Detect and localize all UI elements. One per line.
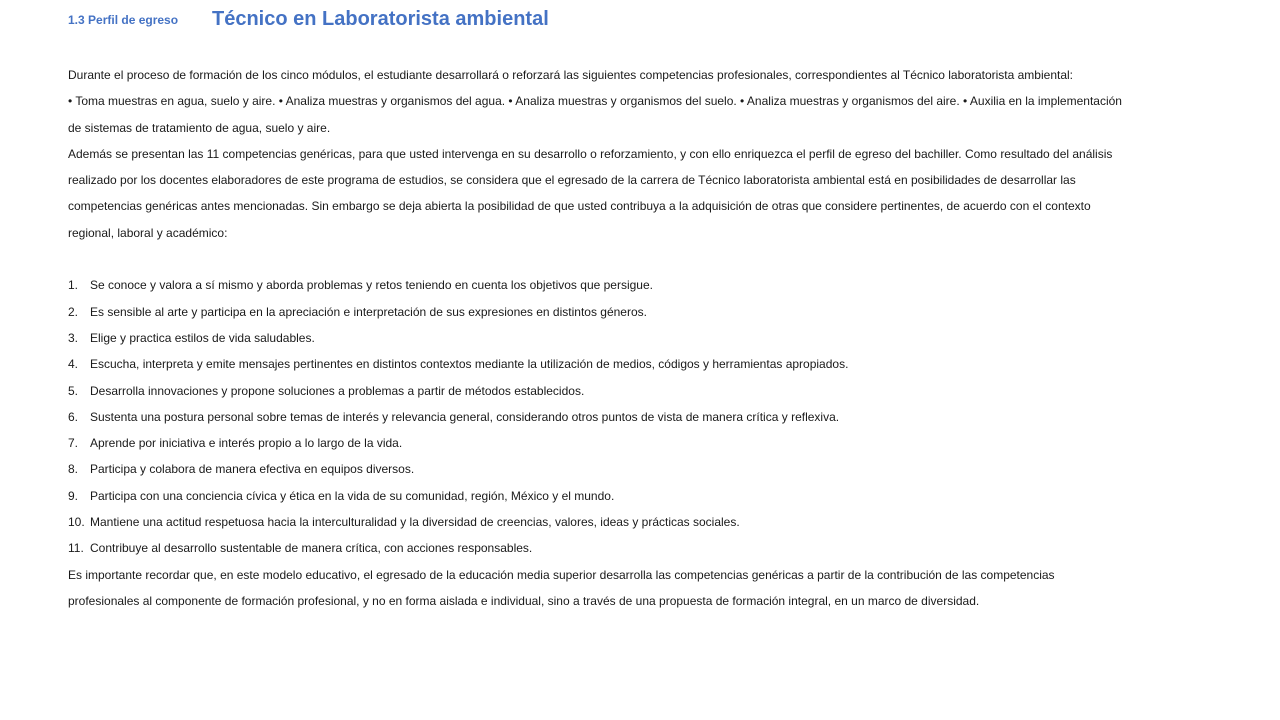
professional-competencies-paragraph: • Toma muestras en agua, suelo y aire. • Analiza muestras y organismos del agua. • Analiza muestras y organismos del suelo. • Analiza muestras y organismos del aire. • Auxilia en la implementación de sistemas de tratamiento de agua, suelo y aire.: [68, 94, 1122, 135]
list-item-text: Participa y colabora de manera efectiva en equipos diversos.: [90, 462, 415, 477]
list-item: [68, 430, 1128, 456]
generic-competencies-list: [68, 272, 1128, 561]
generic-intro-paragraph: Además se presentan las 11 competencias genéricas, para que usted intervenga en su desarrollo o reforzamiento, y con ello enriquezca el perfil de egreso del bachiller. Como resultado del análisis realizado por los docentes elaboradores de este programa de estudios, se considera que el egresado de la carrera de Técnico laboratorista ambiental está en posibilidades de desarrollar las competencias genéricas antes mencionadas. Sin embargo se deja abierta la posibilidad de que usted contribuya a la adquisición de otras que considere pertinentes, de acuerdo con el contexto regional, laboral y académico:: [68, 146, 1113, 240]
list-item-number: 7.: [68, 436, 79, 451]
list-item-number: 5.: [68, 383, 79, 398]
list-item-text: Escucha, interpreta y emite mensajes pertinentes en distintos contextos mediante la utilización de medios, códigos y herramientas apropiados.: [90, 357, 849, 372]
document-body: [68, 62, 1128, 614]
list-item-text: Participa con una conciencia cívica y ética en la vida de su comunidad, región, México y el mundo.: [90, 488, 615, 503]
list-item-text: Es sensible al arte y participa en la apreciación e interpretación de sus expresiones en distintos géneros.: [90, 304, 647, 319]
intro-paragraph: Durante el proceso de formación de los cinco módulos, el estudiante desarrollará o reforzará las siguientes competencias profesionales, correspondientes al Técnico laboratorista ambiental:: [68, 68, 1073, 82]
list-item: [68, 456, 1128, 482]
list-item: [68, 299, 1128, 325]
list-item-number: 1.: [68, 278, 79, 293]
list-item: [68, 535, 1128, 561]
closing-paragraph: Es importante recordar que, en este modelo educativo, el egresado de la educación media superior desarrolla las competencias genéricas a partir de la contribución de las competencias profesionales al componente de formación profesional, y no en forma aislada e individual, sino a través de una propuesta de formación integral, en un marco de diversidad.: [68, 567, 1055, 608]
list-item-text: Desarrolla innovaciones y propone soluciones a problemas a partir de métodos establecidos.: [90, 383, 585, 398]
list-item-number: 3.: [68, 330, 79, 345]
list-item: [68, 325, 1128, 351]
list-item-text: Contribuye al desarrollo sustentable de manera crítica, con acciones responsables.: [90, 541, 533, 556]
list-item-number: 4.: [68, 357, 79, 372]
list-item-number: 11.: [68, 541, 84, 556]
section-label: 1.3 Perfil de egreso: [68, 13, 179, 27]
list-item-text: Mantiene una actitud respetuosa hacia la interculturalidad y la diversidad de creencias, valores, ideas y prácticas sociales.: [90, 515, 740, 530]
list-item: [68, 378, 1128, 404]
page-title: Técnico en Laboratorista ambiental: [212, 8, 549, 30]
list-item: [68, 509, 1128, 535]
list-item-text: Sustenta una postura personal sobre temas de interés y relevancia general, considerando otros puntos de vista de manera crítica y reflexiva.: [90, 409, 840, 424]
paragraph-spacer: [68, 246, 1128, 272]
list-item: [68, 351, 1128, 377]
list-item-text: Elige y practica estilos de vida saludables.: [90, 330, 315, 345]
list-item-number: 10.: [68, 515, 85, 530]
list-item-number: 2.: [68, 304, 79, 319]
list-item: [68, 404, 1128, 430]
list-item-number: 6.: [68, 409, 79, 424]
list-item: [68, 272, 1128, 298]
list-item-number: 9.: [68, 488, 79, 503]
list-item-text: Aprende por iniciativa e interés propio a lo largo de la vida.: [90, 436, 403, 451]
list-item-number: 8.: [68, 462, 79, 477]
list-item-text: Se conoce y valora a sí mismo y aborda problemas y retos teniendo en cuenta los objetivos que persigue.: [90, 278, 653, 293]
list-item: [68, 483, 1128, 509]
